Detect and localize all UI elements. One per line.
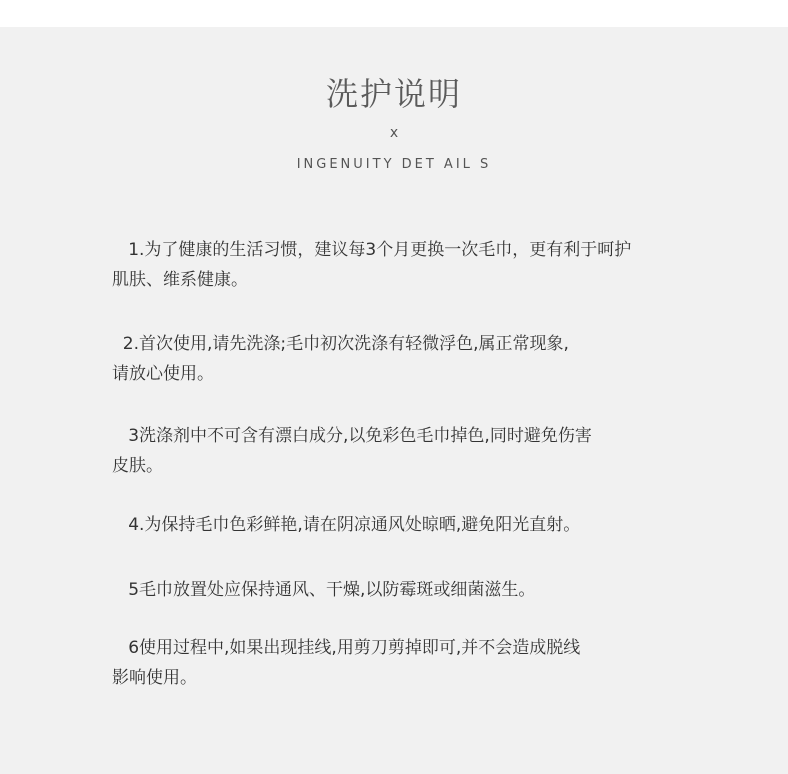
instruction-2-line2: 请放心使用。 <box>112 364 214 384</box>
instruction-4-line1: 4.为保持毛巾色彩鲜艳,请在阴凉通风处晾晒,避免阳光直射。 <box>112 515 581 535</box>
instruction-6-line1: 6使用过程中,如果出现挂线,用剪刀剪掉即可,并不会造成脱线 <box>112 638 581 658</box>
instruction-1 <box>112 235 672 295</box>
separator-x: x <box>389 125 399 141</box>
instruction-1-line2: 肌肤、维系健康。 <box>112 270 248 290</box>
content-panel <box>0 27 788 774</box>
instruction-4 <box>112 510 672 540</box>
page-subtitle: INGENUITY DET AIL S <box>296 157 492 172</box>
instruction-3-line1: 3洗涤剂中不可含有漂白成分,以免彩色毛巾掉色,同时避免伤害 <box>112 426 592 446</box>
page-title: 洗护说明 <box>325 75 462 113</box>
instruction-3-line2: 皮肤。 <box>112 456 163 476</box>
instruction-6-line2: 影响使用。 <box>112 668 197 688</box>
instruction-5-line1: 5毛巾放置处应保持通风、干燥,以防霉斑或细菌滋生。 <box>112 580 536 600</box>
instruction-5 <box>112 575 672 605</box>
instruction-6 <box>112 633 672 693</box>
instruction-1-line1: 1.为了健康的生活习惯，建议每3个月更换一次毛巾，更有利于呵护 <box>112 240 632 260</box>
instruction-3 <box>112 421 672 481</box>
instruction-2 <box>112 329 672 389</box>
instruction-2-line1: 2.首次使用,请先洗涤;毛巾初次洗涤有轻微浮色,属正常现象, <box>112 334 569 354</box>
